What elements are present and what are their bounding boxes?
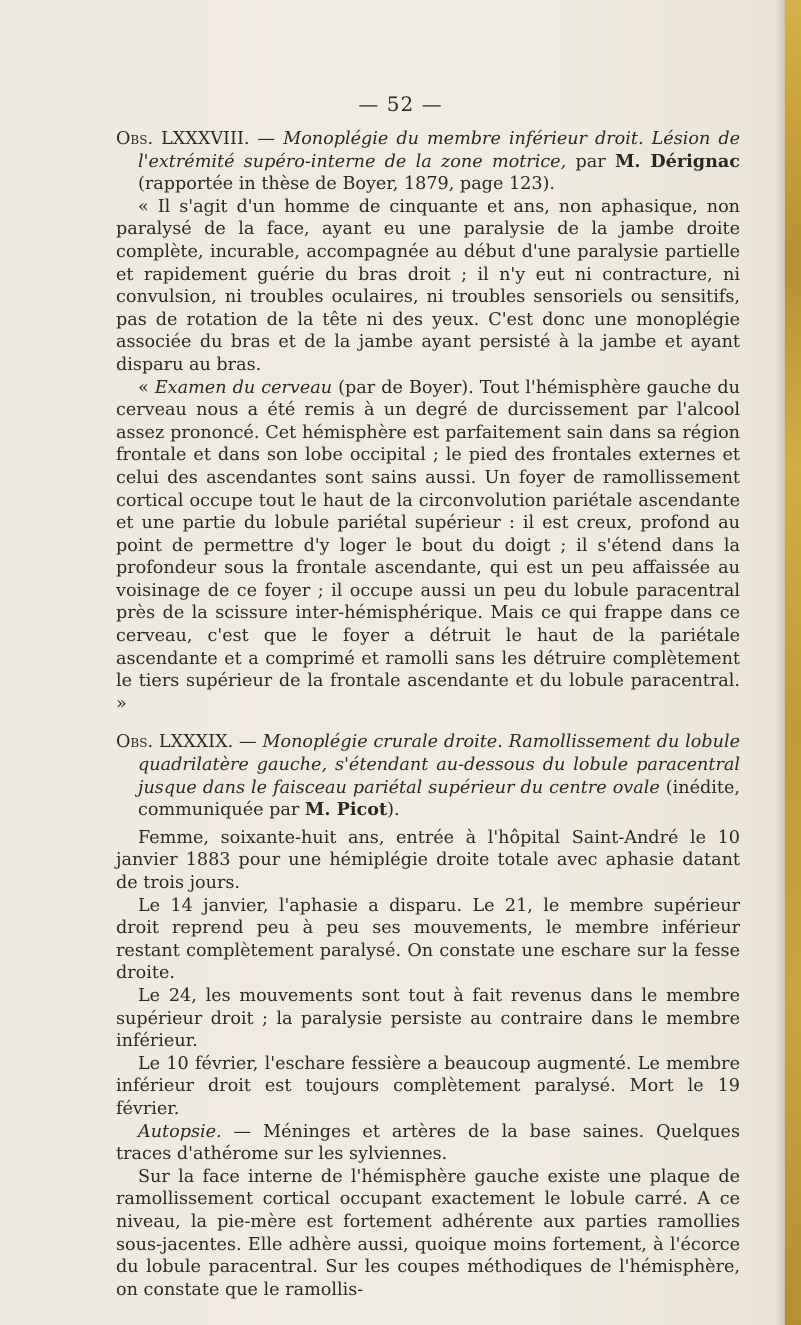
book-edge [785,0,801,1325]
page-number: — 52 — [358,92,443,116]
obs-89-author: M. Picot [304,799,388,821]
page-edge-shadow [775,0,785,1325]
obs-88-label: Obs. LXXXVIII. — [116,129,284,149]
obs-88-author: M. Dérignac [614,150,740,172]
obs-88-par: par [566,151,615,172]
obs-89-note-pre: (inédite, communiquée par [138,777,740,821]
obs-89-title: Monoplégie crurale droite. Ramollissement du lobule quadrilatère gauche, s'étendant au-dessous du lobule paracentral jusque dans le faisceau pariétal supérieur du centre ovale [138,732,740,798]
autopsie-label: Autopsie. [138,1121,222,1142]
obs-88-paragraph-1: « Il s'agit d'un homme de cinquante et ans, non aphasique, non paralysé de la face, ayant eu une paralysie de la jambe droite complète, incurable, accompagnée au début d'une paralysie partielle et rapidement guérie du bras droit ; il n'y eut ni contracture, ni convulsion, ni troubles oculaires, ni troubles sensoriels ou sensitifs, pas de rotation de la tête ni des yeux. C'est donc une monoplégie associée du bras et de la jambe ayant persisté à la jambe et ayant disparu au bras. [116,196,740,375]
obs-88-title: Monoplégie du membre inférieur droit. Lésion de l'extrémité supéro-interne de la zone motrice, [138,129,740,172]
obs-88-p2-text: (par de Boyer). Tout l'hémisphère gauche du cerveau nous a été remis à un degré de durcissement par l'alcool assez prononcé. Cet hémisphère est parfaitement sain dans sa région frontale et dans son lobe occipital ; le pied des frontales externes et celui des ascendantes sont sains aussi. Un foyer de ramollissement cortical occupe tout le haut de la circonvolution pariétale ascendante et une partie du lobule pariétal supérieur : il est creux, profond au point de permettre d'y loger le bout du doigt ; il s'étend dans la profondeur sous la frontale ascendante, qui est un peu affaissée au voisinage de ce foyer ; il occupe aussi un peu du lobule paracentral près de la scissure inter-hémisphérique. Mais ce qui frappe dans ce cerveau, c'est que le foyer a détruit le haut de la pariétale ascendante et a comprimé et ramolli sans les détruire complètement le tiers supérieur de la frontale ascendante et du lobule paracentral. » [116,377,741,714]
obs-88-note: (rapportée in thèse de Boyer, 1879, page 123). [138,174,555,195]
autopsie-text: — Méninges et artères de la base saines. Quelques traces d'athérome sur les sylviennes. [116,1121,740,1165]
obs-89-paragraph-4: Le 10 février, l'eschare fessière a beaucoup augmenté. Le membre inférieur droit est toujours complètement paralysé. Mort le 19 février. [116,1053,740,1119]
obs-89-paragraph-1: Femme, soixante-huit ans, entrée à l'hôpital Saint-André le 10 janvier 1883 pour une hémiplégie droite totale avec aphasie datant de trois jours. [116,827,740,893]
obs-89-paragraph-5 [116,1121,740,1166]
obs-89-paragraph-6: Sur la face interne de l'hémisphère gauche existe une plaque de ramollissement cortical occupant exactement le lobule carré. A ce niveau, la pie-mère est fortement adhérente aux parties ramollies sous-jacentes. Elle adhère aussi, quoique moins fortement, à l'écorce du lobule paracentral. Sur les coupes méthodiques de l'hémisphère, on constate que le ramollis- [116,1166,740,1300]
obs-89-paragraph-2: Le 14 janvier, l'aphasie a disparu. Le 21, le membre supérieur droit reprend peu à peu ses mouvements, le membre inférieur restant complètement paralysé. On constate une eschare sur la fesse droite. [116,895,740,984]
obs-89-paragraph-3: Le 24, les mouvements sont tout à fait revenus dans le membre supérieur droit ; la paralysie persiste au contraire dans le membre inférieur. [116,985,740,1052]
obs-89-label: Obs. LXXXIX. — [116,732,263,753]
obs-88-p2-quote: « [138,377,155,398]
obs-89-heading [116,731,740,821]
obs-89-note-post: ). [387,800,400,821]
obs-88-paragraph-2 [116,377,740,716]
section-gap [116,715,740,731]
page-body [116,128,740,1301]
obs-88-p2-italic: Examen du cerveau [154,377,333,398]
obs-88-heading [116,128,740,196]
